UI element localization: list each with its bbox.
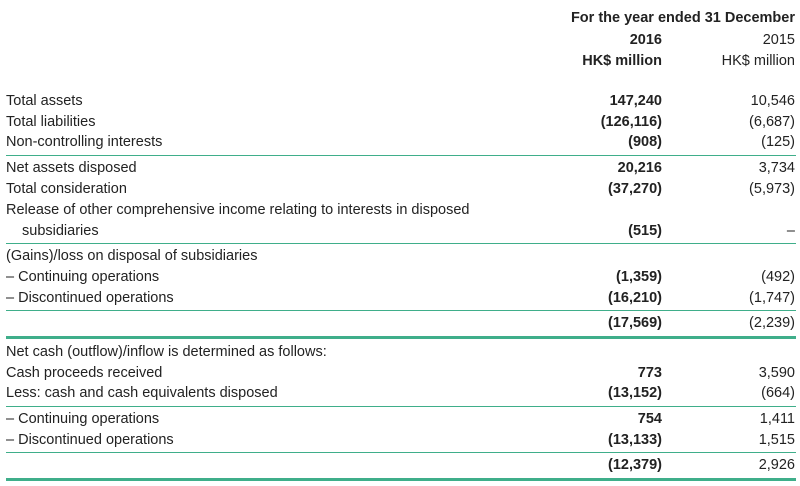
table-row <box>0 342 800 363</box>
value-2016: (13,133) <box>607 432 662 448</box>
value-2015: – <box>786 223 795 239</box>
table-row <box>0 430 800 451</box>
table-row <box>0 267 800 288</box>
value-2016: 754 <box>637 411 662 427</box>
value-2016: 147,240 <box>609 93 662 109</box>
year-2016-header: 2016 <box>629 32 662 48</box>
value-2015: 1,515 <box>758 432 795 448</box>
value-2015: (492) <box>761 269 795 285</box>
divider <box>6 452 796 453</box>
subtotal-row <box>0 313 800 334</box>
value-2015: (125) <box>761 134 795 150</box>
value-2015: 10,546 <box>750 93 795 109</box>
value-2016: (37,270) <box>607 181 662 197</box>
double-divider <box>6 478 796 481</box>
total-row <box>0 455 800 476</box>
row-label: Total consideration <box>6 181 127 197</box>
value-2016: (17,569) <box>607 315 662 331</box>
value-2015: (5,973) <box>749 181 795 197</box>
table-row <box>0 409 800 430</box>
value-2016: (908) <box>628 134 662 150</box>
row-label: – Discontinued operations <box>6 290 174 306</box>
value-2015: (6,687) <box>749 114 795 130</box>
value-2015: 3,734 <box>758 160 795 176</box>
row-label: Total liabilities <box>6 114 96 130</box>
value-2016: 20,216 <box>617 160 662 176</box>
value-2016: 773 <box>637 365 662 381</box>
value-2016: (12,379) <box>607 457 662 473</box>
divider <box>6 310 796 311</box>
table-row <box>0 112 800 133</box>
row-label: – Continuing operations <box>6 269 160 285</box>
unit-2015-header: HK$ million <box>721 53 795 69</box>
table-row <box>0 132 800 153</box>
table-row <box>0 221 800 242</box>
table-row <box>0 158 800 179</box>
row-label: Total assets <box>6 93 83 109</box>
row-label: Non-controlling interests <box>6 134 163 150</box>
table-row <box>0 200 800 221</box>
value-2015: (2,239) <box>749 315 795 331</box>
table-row <box>0 91 800 112</box>
table-row <box>0 363 800 384</box>
table-row <box>0 383 800 404</box>
period-header: For the year ended 31 December <box>570 10 795 26</box>
table-row <box>0 179 800 200</box>
value-2016: (16,210) <box>607 290 662 306</box>
divider <box>6 406 796 407</box>
value-2015: (664) <box>761 385 795 401</box>
row-label: Release of other comprehensive income relating to interests in disposed <box>6 202 470 218</box>
year-2015-header: 2015 <box>762 32 795 48</box>
row-label: – Continuing operations <box>6 411 160 427</box>
double-divider <box>6 336 796 339</box>
value-2016: (126,116) <box>600 114 662 130</box>
value-2016: (13,152) <box>607 385 662 401</box>
table-row <box>0 288 800 309</box>
value-2015: 2,926 <box>758 457 795 473</box>
row-label: Cash proceeds received <box>6 365 163 381</box>
unit-2016-header: HK$ million <box>582 53 662 69</box>
row-label: Net cash (outflow)/inflow is determined as follows: <box>6 344 327 360</box>
row-label: subsidiaries <box>22 223 99 239</box>
row-label: Less: cash and cash equivalents disposed <box>6 385 278 401</box>
value-2016: (1,359) <box>616 269 662 285</box>
divider <box>6 155 796 156</box>
row-label: (Gains)/loss on disposal of subsidiaries <box>6 248 258 264</box>
row-label: – Discontinued operations <box>6 432 174 448</box>
value-2015: 3,590 <box>758 365 795 381</box>
value-2015: (1,747) <box>749 290 795 306</box>
table-row <box>0 246 800 267</box>
value-2016: (515) <box>628 223 662 239</box>
divider <box>6 243 796 244</box>
row-label: Net assets disposed <box>6 160 137 176</box>
value-2015: 1,411 <box>759 411 795 427</box>
